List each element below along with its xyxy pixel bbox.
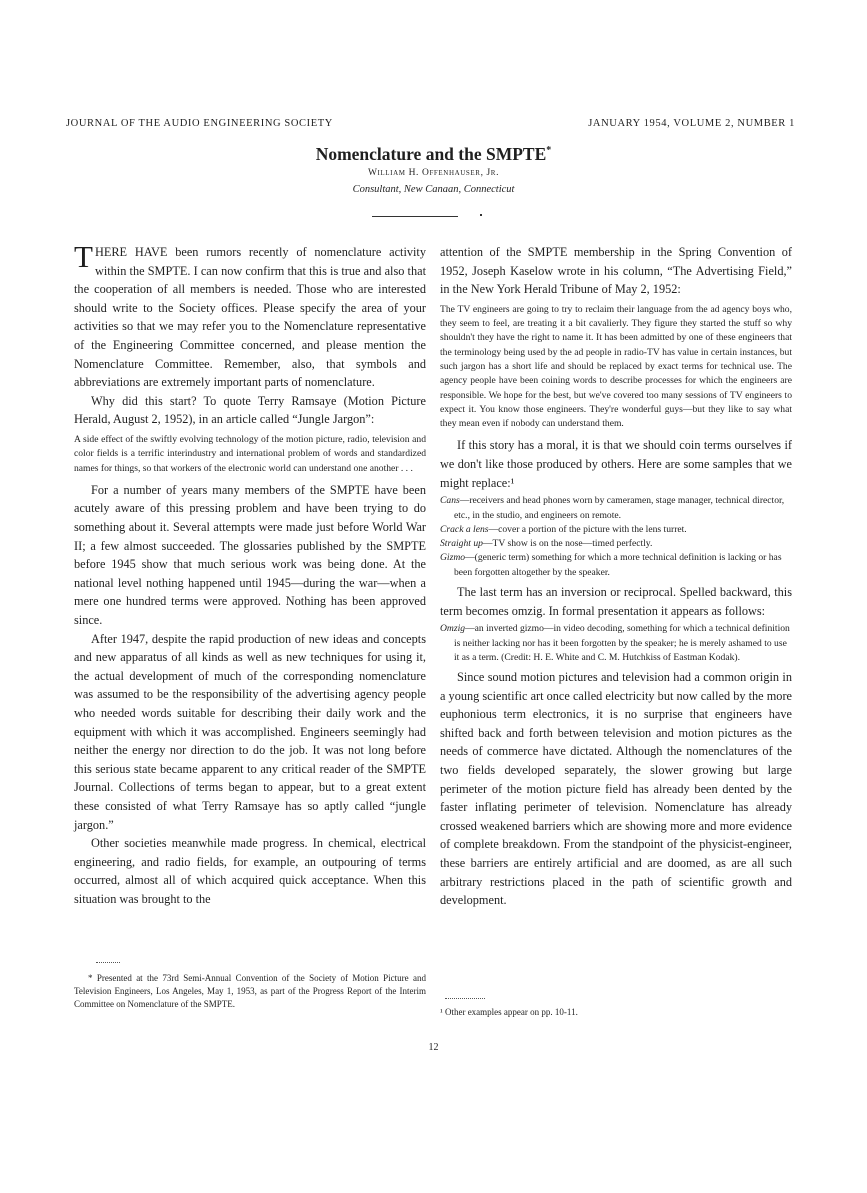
- term-word: Straight up: [440, 538, 483, 550]
- term-word: Crack a lens: [440, 523, 489, 535]
- title-divider: [372, 216, 458, 217]
- footnote-presented-text: * Presented at the 73rd Semi-Annual Convention of the Society of Motion Picture and Television Engineers, Los Angeles, May 1, 1953, as part of the Progress Report of the Interim Committee on Nomenclature of the SMPTE.: [74, 973, 426, 1009]
- term-definition: —receivers and head phones worn by cameramen, stage manager, technical director, etc., in the studio, and engineers on remote.: [454, 495, 785, 521]
- term-item: [440, 551, 792, 580]
- article-title-text: Nomenclature and the SMPTE: [315, 144, 547, 164]
- term-item: [440, 494, 792, 523]
- page-number: 12: [428, 1042, 439, 1053]
- term-definition: —TV show is on the nose—timed perfectly.: [482, 538, 653, 550]
- left-column: [74, 239, 426, 908]
- paragraph-intro: THERE HAVE been rumors recently of nomenclature activity within the SMPTE. I can now confirm that this is true and also that the cooperation of all members is needed. Those who are interested should write to the Society offices. Please specify the area of your activities so that we may refer you to the Nomenclature representative of the Engineering Committee concerned, and please mention the Nomenclature Committee. Remember, also, that symbols and abbreviations are extremely important parts of nomenclature.: [74, 239, 426, 390]
- paragraph-history: For a number of years many members of the SMPTE have been acutely aware of this pressing problem and have been trying to do something about it. Several attempts were made just before World War II; a few almost succeeded. The glossaries published by the SMPTE before 1945 show that much serious work was being done. At the national level nothing happened until 1945—during the war—when a mere one hundred terms were approved. Nothing has been approved since.: [74, 482, 426, 627]
- term-word: Cans: [440, 495, 460, 507]
- right-column: [440, 243, 792, 910]
- term-definition: —cover a portion of the picture with the lens turret.: [488, 523, 687, 535]
- running-head-journal: JOURNAL OF THE AUDIO ENGINEERING SOCIETY: [66, 118, 333, 129]
- paragraph-moral: If this story has a moral, it is that we should coin terms ourselves if we don't like those produced by others. Here are some samples that we might replace:¹: [440, 438, 792, 490]
- paragraph-kaselow: attention of the SMPTE membership in the Spring Convention of 1952, Joseph Kaselow wrote in his column, “The Advertising Field,” in the New York Herald Tribune of May 2, 1952:: [440, 245, 792, 297]
- footnote-separator-right: [445, 998, 485, 999]
- omzig-definition: [440, 622, 792, 665]
- quote-ramsaye: A side effect of the swiftly evolving technology of the motion picture, radio, television and color fields is a terrific interindustry and international problem of words and standardized names for things, so that workers of the electronic world can understand one another . . .: [74, 433, 426, 474]
- article-title: [0, 144, 867, 165]
- term-word: Omzig: [440, 623, 466, 635]
- paragraph-after-1947: After 1947, despite the rapid production of new ideas and concepts and new apparatus of all kinds as well as new techniques for using it, the actual development of much of the corresponding nomenclature was assumed to be the responsibility of the advertising agency people who needed words suitable for describing their daily work and the equipment with which it was accomplished. Engineers seemingly had neither the energy nor direction to do the job. It was not long before this serious state became apparent to any critical reader of the SMPTE Journal. Collections of terms began to appear, but to a great extent these consisted of what Terry Ramsaye has so aptly called “jungle jargon.”: [74, 631, 426, 832]
- footnote-separator-left: [96, 962, 120, 963]
- term-word: Gizmo: [440, 552, 466, 564]
- title-divider-dot: [480, 214, 482, 216]
- term-item: [440, 537, 792, 551]
- paragraph-why: Why did this start? To quote Terry Ramsaye (Motion Picture Herald, August 2, 1952), in an article called “Jungle Jargon”:: [74, 393, 426, 427]
- term-samples-list: [440, 494, 792, 580]
- term-definition: —(generic term) something for which a more technical definition is lacking or has been forgotten altogether by the speaker.: [454, 552, 782, 578]
- paragraph-other-societies: Other societies meanwhile made progress. In chemical, electrical engineering, and radio fields, for example, an outpouring of terms occurred, almost all of which acquired quick acceptance. When this situation was brought to the: [74, 836, 426, 906]
- paragraph-inversion: The last term has an inversion or reciprocal. Spelled backward, this term becomes omzig. In formal presentation it appears as follows:: [440, 585, 792, 618]
- footnote-presented: [74, 972, 426, 1011]
- term-definition: —an inverted gizmo—in video decoding, something for which a technical definition is neither lacking nor has it been forgotten by the speaker; he is merely ashamed to use it as a term. (Credit: H. E. White and C. M. Hutchkiss of Eastman Kodak).: [454, 623, 790, 663]
- term-item: [440, 622, 792, 665]
- running-head-issue: JANUARY 1954, VOLUME 2, NUMBER 1: [588, 118, 795, 129]
- term-item: [440, 523, 792, 537]
- quote-kaselow: The TV engineers are going to try to reclaim their language from the ad agency boys who, they seem to feel, are treating it a bit cavalierly. They figure they started the stuff so why shouldn't they have the right to name it. It has been admitted by one of these engineers that the terminology being used by the ad people in radio-TV has value in certain instances, but such jargon has a short life and should be replaced by exact terms for technical use. The agency people have been coining words to describe processes for which the engineers are responsible. We hope for the best, but we've covered too many sessions of TV engineers to expect it. You know those engineers. They're wonderful guys—but they like to say what they mean even if nobody can understand them.: [440, 303, 792, 430]
- article-author: William H. Offenhauser, Jr.: [367, 168, 500, 178]
- paragraph-common-origin: Since sound motion pictures and television had a common origin in a young scientific art once called electricity but now called by the more euphonious term electronics, it is no surprise that engineers have shifted back and forth between television and motion pictures as the needs of commerce have dictated. Although the nomenclatures of the two fields developed separately, the slower growing but large perimeter of the motion picture field has already been dented by the faster inflating perimeter of television. Nomenclature has already crossed weakened barriers which are showing more and more evidence of complete breakdown. From the standpoint of the physicist-engineer, these barriers are entirely artificial and are doomed, as are all such arbitrary restrictions placed in the path of scientific growth and development.: [440, 670, 792, 908]
- footnote-examples: ¹ Other examples appear on pp. 10-11.: [440, 1007, 578, 1017]
- author-affiliation: Consultant, New Canaan, Connecticut: [352, 184, 515, 195]
- title-footnote-mark: *: [546, 145, 552, 157]
